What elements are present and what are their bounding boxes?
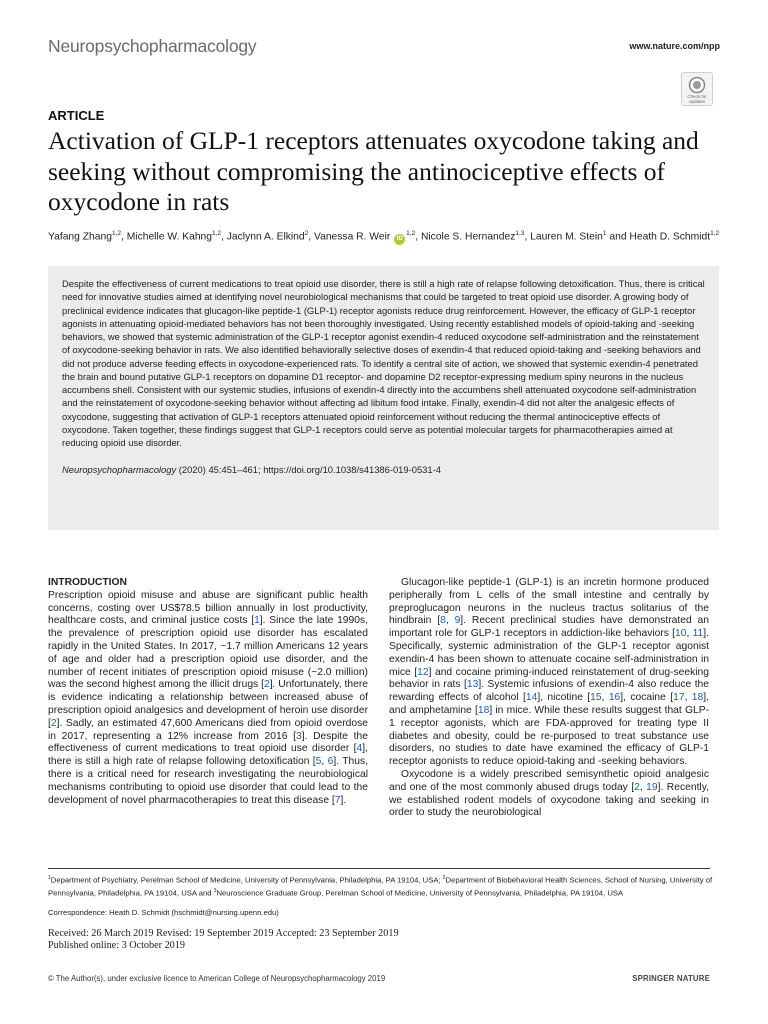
- author-affiliation: 2: [304, 230, 309, 237]
- reference-link[interactable]: 5: [315, 756, 322, 768]
- reference-link[interactable]: 12: [417, 666, 429, 678]
- abstract-box: [48, 266, 719, 530]
- citation-details[interactable]: (2020) 45:451–461; https://doi.org/10.1038/s41386-019-0531-4: [176, 464, 441, 476]
- reference-link[interactable]: 6: [327, 756, 334, 768]
- reference-link[interactable]: 4: [356, 743, 363, 755]
- publication-dates: [48, 928, 399, 951]
- reference-link[interactable]: 15: [590, 692, 602, 704]
- author-name[interactable]: Lauren M. Stein: [530, 231, 603, 243]
- author-affiliation: 1: [602, 230, 607, 237]
- reference-link[interactable]: 9: [454, 615, 461, 627]
- author-affiliation: 1,2: [406, 230, 416, 237]
- reference-link[interactable]: 2: [263, 679, 270, 691]
- publisher-logo: SPRINGER NATURE: [632, 974, 710, 983]
- journal-name: Neuropsychopharmacology: [48, 36, 257, 56]
- check-for-updates-icon: [688, 76, 706, 94]
- author-affiliation: 1,2: [212, 230, 222, 237]
- reference-link[interactable]: 2: [634, 781, 640, 793]
- author-name[interactable]: Vanessa R. Weir: [313, 231, 391, 243]
- reference-link[interactable]: 8: [440, 615, 446, 627]
- check-for-updates-badge[interactable]: [681, 72, 713, 106]
- right-column: [389, 577, 709, 820]
- received-revised-accepted: Received: 26 March 2019 Revised: 19 September 2019 Accepted: 23 September 2019: [48, 928, 399, 939]
- reference-link[interactable]: 17: [673, 692, 685, 704]
- reference-link[interactable]: 2: [50, 717, 57, 729]
- check-for-updates-label: Check for updates: [687, 94, 707, 104]
- affiliations: $^1$Department of Psychiatry, Perelman School of Medicine, University of Pennsylvania, Philadelphia, PA 19104, USA; $^2$Department of Biobehavioral Health Sciences, School of Nursing, University of Pennsylvania, Philadelphia, PA 19104, USA and $^3$Neuroscience Graduate Group, Perelman School of Medicine, University of Pennsylvania, Philadelphia, PA 19104, USA: [48, 875, 713, 898]
- reference-link[interactable]: 16: [608, 692, 621, 704]
- left-column: [48, 577, 368, 807]
- reference-link[interactable]: 18: [477, 704, 490, 716]
- author-affiliation: 1,2: [111, 230, 121, 237]
- reference-link[interactable]: 1: [254, 615, 260, 627]
- reference-link[interactable]: 13: [466, 679, 479, 691]
- introduction-heading: INTRODUCTION: [48, 577, 127, 588]
- citation-journal: Neuropsychopharmacology: [62, 464, 177, 476]
- article-type-label: ARTICLE: [48, 108, 105, 123]
- intro-paragraph-2: Glucagon-like peptide-1 (GLP-1) is an incretin hormone produced peripherally from L cells of the small intestine and centrally by preproglucagon neurons in the nucleus tractus solitarius of the hindbrain [8, 9]. Recent preclinical studies have demonstrated an important role for GLP-1 receptors in addiction-like behaviors [10, 11]. Specifically, systemic administration of the GLP-1 receptor agonist exendin-4 has been shown to attenuate cocaine self-administration in mice [12] and cocaine priming-induced reinstatement of drug-seeking behavior in rats [13]. Systemic infusions of exendin-4 also reduce the rewarding effects of alcohol [14], nicotine [15, 16], cocaine [17, 18], and amphetamine [18] in mice. While these results suggest that GLP-1 receptor agonists, which are FDA-approved for treating type II diabetes and obesity, could be re-purposed to treat substance use disorders, no studies to date have examined the efficacy of GLP-1 receptor agonists to reduce opioid-taking and -seeking behaviors.: [389, 577, 710, 768]
- footnote-divider: [48, 868, 710, 869]
- journal-url-link[interactable]: www.nature.com/npp: [629, 41, 720, 51]
- intro-paragraph-3: Oxycodone is a widely prescribed semisynthetic opioid analgesic and one of the most commonly abused drugs today [2, 19]. Recently, we established rodent models of oxycodone taking and seeking in order to study the neurobiological: [389, 768, 709, 819]
- reference-link[interactable]: 18: [691, 692, 704, 704]
- reference-link[interactable]: 14: [525, 692, 538, 704]
- copyright-notice: © The Author(s), under exclusive licence to American College of Neuropsychopharmacology 2019: [48, 974, 386, 983]
- author-affiliation: 1,3: [515, 230, 525, 237]
- reference-link[interactable]: 7: [334, 794, 341, 806]
- author-name[interactable]: Jaclynn A. Elkind: [226, 231, 305, 243]
- reference-link[interactable]: 10: [675, 628, 687, 640]
- reference-link[interactable]: 3: [295, 730, 302, 742]
- author-affiliation: 1,2: [710, 230, 720, 237]
- author-name[interactable]: Michelle W. Kahng: [126, 231, 212, 243]
- published-online: Published online: 3 October 2019: [48, 939, 185, 951]
- reference-link[interactable]: 11: [692, 628, 704, 640]
- author-name[interactable]: Heath D. Schmidt: [629, 231, 711, 243]
- abstract-text: Despite the effectiveness of current medications to treat opioid use disorder, there is still a high rate of relapse following detoxification. Thus, there is critical need for innovative studies aimed at identifying novel neurobiological mechanisms that could be targeted to treat opioid use disorder. A growing body of preclinical evidence indicates that glucagon-like peptide-1 (GLP-1) receptor agonists reduce drug reinforcement. However, the efficacy of GLP-1 receptor agonists in attenuating opioid-mediated behaviors has not been thoroughly investigated. Using recently established models of opioid-taking and -seeking behaviors, we showed that systemic administration of the GLP-1 receptor agonist exendin-4 reduced oxycodone self-administration and the reinstatement of oxycodone-seeking behavior in rats. We also identified behaviorally selective doses of exendin-4 that reduced opioid-taking and -seeking behaviors and did not produce adverse feeding effects in oxycodone-experienced rats. To identify a central site of action, we showed that systemic exendin-4 penetrated the brain and bound putative GLP-1 receptors on dopamine D1 receptor- and dopamine D2 receptor-expressing medium spiny neurons in the nucleus accumbens shell. Consistent with our systemic studies, infusions of exendin-4 directly into the accumbens shell attenuated oxycodone self-administration and the reinstatement of oxycodone-seeking behavior without affecting ad libitum food intake. Finally, exendin-4 did not alter the analgesic effects of oxycodone, suggesting that activation of GLP-1 receptors attenuated opioid reinforcement without reducing the thermal antinociceptive effects of oxycodone. Taken together, these findings suggest that GLP-1 receptors could serve as potential molecular targets for pharmacotherapies aimed at reducing opioid use disorder.: [62, 278, 705, 448]
- reference-link[interactable]: 19: [646, 781, 658, 793]
- author-name[interactable]: Nicole S. Hernandez: [420, 231, 516, 243]
- author-name[interactable]: Yafang Zhang: [48, 231, 112, 243]
- author-list: Yafang Zhang$^{1,2}$, Michelle W. Kahng$^{1,2}$, Jaclynn A. Elkind$^2$, Vanessa R. Weir iD$^{1,2}$, Nicole S. Hernandez$^{1,3}$, Lauren M. Stein$^1$ and Heath D. Schmidt$^{1,2}$: [48, 226, 738, 245]
- intro-paragraph-1: Prescription opioid misuse and abuse are significant public health concerns, costing over US$78.5 billion annually in lost productivity, healthcare costs, and criminal justice costs [1]. Since the late 1990s, the prevalence of prescription opioid use disorder has escalated rapidly in the United States. In 2017, ~1.7 million Americans 12 years of age and older had a prescription opioid use disorder, and the number of recent initiates of prescription opioid misuse (~2.0 million) was the second highest among the illicit drugs [2]. Unfortunately, there is evidence indicating a relationship between increased abuse of prescription opioid analgesics and development of heroin use disorder [2]. Sadly, an estimated 47,600 Americans died from opioid overdose in 2017, representing a 12% increase from 2016 [3]. Despite the effectiveness of current medications to treat opioid use disorder [4], there is still a high rate of relapse following detoxification [5, 6]. Thus, there is a critical need for research investigating the neurobiological mechanisms contributing to opioid use disorder that could lead to the development of novel pharmacotherapies to treat this disease [7].: [48, 589, 369, 806]
- orcid-icon[interactable]: iD: [394, 234, 405, 245]
- citation-line: [62, 464, 705, 475]
- correspondence: Correspondence: Heath D. Schmidt (hschmidt@nursing.upenn.edu): [48, 908, 279, 917]
- article-title: Activation of GLP-1 receptors attenuates oxycodone taking and seeking without compromising the antinociceptive effects of oxycodone in rats: [48, 126, 699, 216]
